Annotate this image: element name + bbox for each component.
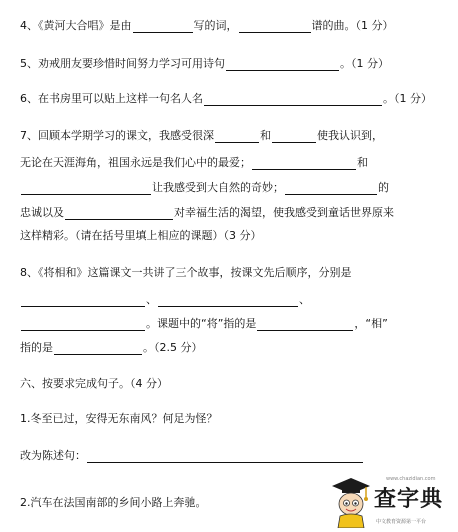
sentence-1-answer [20,449,364,463]
q7-text-1: 7、回顾本学期学习的课文，我感受很深 [20,129,214,142]
logo-url: www.chazidian.com [386,476,436,482]
q8-blank-5[interactable] [54,342,142,355]
question-4 [20,19,394,33]
question-7-line-1 [20,129,383,143]
q7-blank-1[interactable] [215,130,259,143]
sentence-2 [20,496,207,510]
q6-text: 6、在书房里可以贴上这样一句名人名 [20,92,203,105]
q8-sep-1: 、 [146,293,157,306]
q7-text-3: 使我认识到， [317,129,383,142]
q5-blank[interactable] [226,58,339,71]
q4-text-3: 谱的曲。（1 分） [311,19,394,32]
question-8-line-3 [20,317,388,331]
question-8-line-2 [20,293,310,307]
q5-text-2: 。（1 分） [340,57,389,70]
q8-blank-4[interactable] [257,318,353,331]
q4-text-2: 写的词， [193,19,238,32]
question-8-line-1 [20,266,352,280]
q4-blank-composer[interactable] [239,20,311,33]
q8-text-5: 。（2.5 分） [143,341,203,354]
q7-text-2: 和 [260,129,271,142]
q7-text-4: 无论在天涯海角，祖国永远是我们心中的最爱； [20,156,251,169]
logo-subtitle: 中文教育资源第一平台 [376,519,427,525]
q8-text-2: 。课题中的“将”指的是 [146,317,257,330]
q7-blank-4[interactable] [21,182,151,195]
q7-text-6: 让我感受到大自然的奇妙； [152,181,284,194]
logo-title: 查字典 [374,487,444,512]
question-7-line-2 [20,156,368,170]
question-6 [20,92,432,106]
q5-text: 5、劝戒朋友要珍惜时间努力学习可用诗句 [20,57,225,70]
q7-blank-6[interactable] [65,207,173,220]
q7-blank-2[interactable] [272,130,316,143]
question-7-line-5 [20,229,262,243]
q7-text-9: 对幸福生活的渴望，使我感受到童话世界原来 [174,206,394,219]
q4-text: 4、《黄河大合唱》是由 [20,19,132,32]
q7-blank-3[interactable] [252,157,356,170]
q8-text-4: 指的是 [20,341,53,354]
q8-blank-1[interactable] [21,294,145,307]
section-6-heading: 六、按要求完成句子。（4 分） [20,377,168,390]
question-8-line-4 [20,341,203,355]
q8-blank-3[interactable] [21,318,145,331]
q8-sep-2: 、 [299,293,310,306]
sentence-1 [20,412,218,426]
q7-text-10: 这样精彩。（请在括号里填上相应的课题）（3 分） [20,229,262,242]
sentence-1-answer-label: 改为陈述句： [20,449,86,462]
sentence-1-answer-blank[interactable] [87,450,363,463]
q7-text-7: 的 [378,181,389,194]
q7-blank-5[interactable] [285,182,377,195]
q7-text-5: 和 [357,156,368,169]
q6-text-2: 。（1 分） [383,92,432,105]
q6-blank[interactable] [204,93,382,106]
question-7-line-3 [20,181,389,195]
q8-blank-2[interactable] [158,294,298,307]
section-6-title [20,377,168,391]
chazidian-logo [330,474,454,530]
question-5 [20,57,389,71]
q8-text-1: 8、《将相和》这篇课文一共讲了三个故事，按课文先后顺序，分别是 [20,266,352,279]
sentence-2-text: 2.汽车在法国南部的乡间小路上奔驰。 [20,496,207,509]
mascot-icon [330,476,372,528]
q7-text-8: 忠诚以及 [20,206,64,219]
q8-text-3: ，“相” [354,317,388,330]
question-7-line-4 [20,206,394,220]
q4-blank-lyricist[interactable] [133,20,193,33]
sentence-1-text: 1.冬至已过，安得无东南风？何足为怪？ [20,412,218,425]
